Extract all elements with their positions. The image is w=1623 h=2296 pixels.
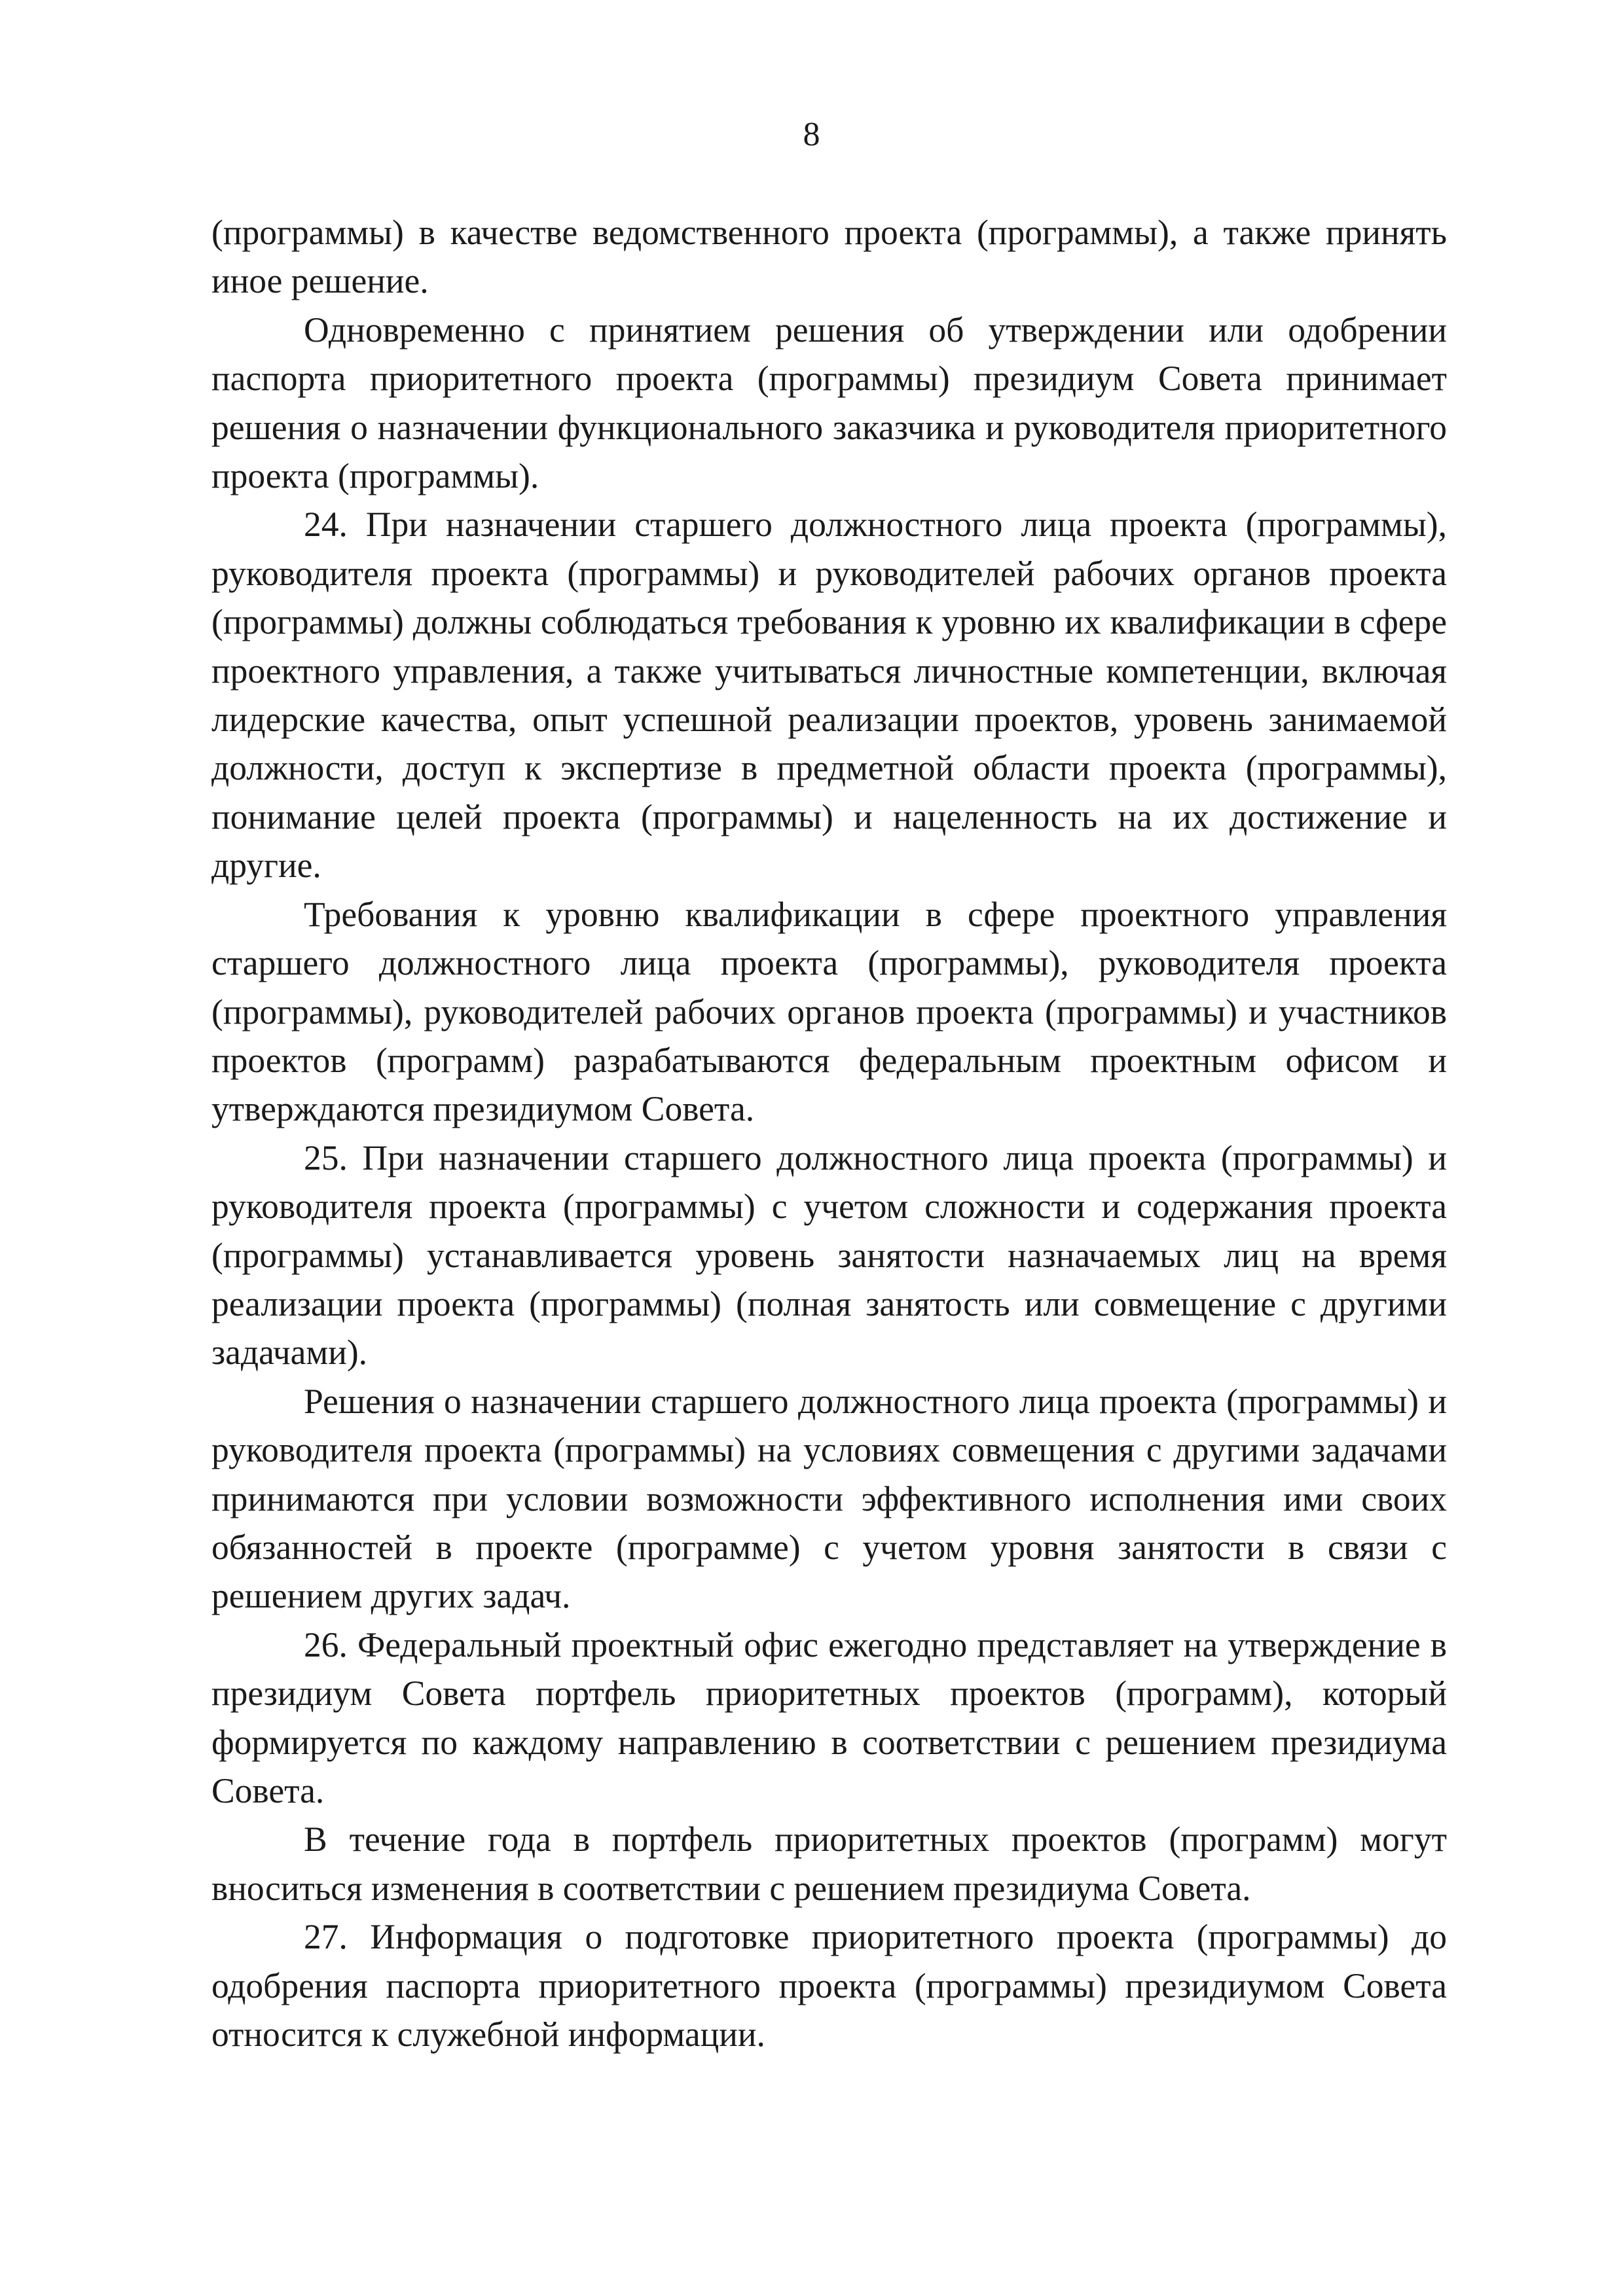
- paragraph: Решения о назначении старшего должностного лица проекта (программы) и руководителя проекта (программы) на условиях совмещения с другими задачами принимаются при условии возможности эффективного исполнения ими своих обязанностей в проекте (программе) с учетом уровня занятости в связи с решением других задач.: [211, 1381, 1447, 1616]
- paragraph-item-24: 24. При назначении старшего должностного лица проекта (программы), руководителя проекта (программы) и руководителей рабочих органов проекта (программы) должны соблюдаться требования к уровню их квалификации в сфере проектного управления, а также учитываться личностные компетенции, включая лидерские качества, опыт успешной реализации проектов, уровень занимаемой должности, доступ к экспертизе в предметной области проекта (программы), понимание целей проекта (программы) и нацеленность на их достижение и другие.: [211, 505, 1447, 886]
- paragraph-item-25: 25. При назначении старшего должностного лица проекта (программы) и руководителя проекта (программы) с учетом сложности и содержания проекта (программы) устанавливается уровень занятости назначаемых лиц на время реализации проекта (программы) (полная занятость или совмещение с другими задачами).: [211, 1138, 1447, 1372]
- paragraph-continuation: (программы) в качестве ведомственного проекта (программы), а также принять иное решение.: [211, 213, 1447, 301]
- paragraph: Требования к уровню квалификации в сфере проектного управления старшего должностного лица проекта (программы), руководителя проекта (программы), руководителей рабочих органов проекта (программы) и участников проектов (программ) разрабатываются федеральным проектным офисом и утверждаются президиумом Совета.: [211, 894, 1447, 1129]
- paragraph-item-27: 27. Информация о подготовке приоритетного проекта (программы) до одобрения паспорта приоритетного проекта (программы) президиумом Совета относится к служебной информации.: [211, 1917, 1447, 2054]
- paragraph-item-26: 26. Федеральный проектный офис ежегодно представляет на утверждение в президиум Совета портфель приоритетных проектов (программ), который формируется по каждому направлению в соответствии с решением президиума Совета.: [211, 1624, 1447, 1810]
- page-number: 8: [803, 116, 820, 153]
- paragraph: В течение года в портфель приоритетных проектов (программ) могут вноситься изменения в соответствии с решением президиума Совета.: [211, 1820, 1447, 1908]
- document-body: [211, 208, 1447, 2058]
- paragraph: Одновременно с принятием решения об утверждении или одобрении паспорта приоритетного проекта (программы) президиум Совета принимает решения о назначении функционального заказчика и руководителя приоритетного проекта (программы).: [211, 310, 1447, 496]
